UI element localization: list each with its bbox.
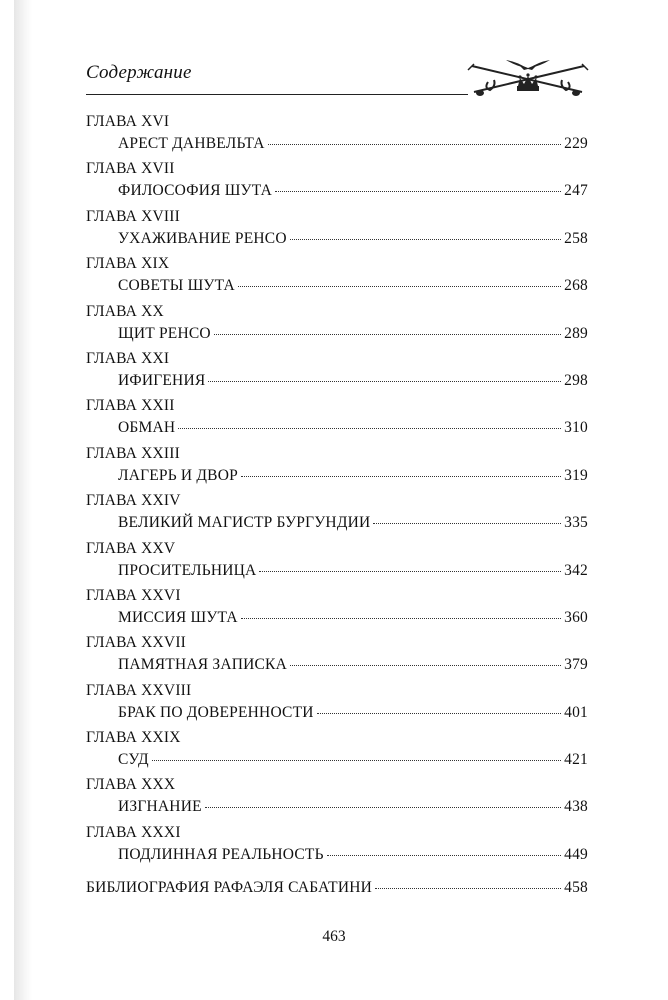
chapter-label: ГЛАВА XXIV <box>86 492 181 510</box>
dot-leader <box>317 713 562 714</box>
toc-chapter[interactable] <box>86 775 588 822</box>
toc-chapter[interactable] <box>86 112 588 159</box>
toc-chapter[interactable] <box>86 254 588 301</box>
dot-leader <box>208 381 561 382</box>
chapter-title: ПОДЛИННАЯ РЕАЛЬНОСТЬ <box>118 845 324 863</box>
chapter-title: ПАМЯТНАЯ ЗАПИСКА <box>118 656 287 674</box>
toc-chapter[interactable] <box>86 349 588 396</box>
chapter-label: ГЛАВА XXII <box>86 397 175 415</box>
dot-leader <box>327 855 561 856</box>
crossed-swords-crown-eagle-icon <box>466 56 590 102</box>
toc-entry <box>118 466 588 486</box>
toc-entry <box>118 703 588 723</box>
chapter-title: ПРОСИТЕЛЬНИЦА <box>118 561 257 579</box>
toc-entry <box>118 276 588 296</box>
bibliography-title: БИБЛИОГРАФИЯ РАФАЭЛЯ САБАТИНИ <box>86 879 373 896</box>
chapter-page: 335 <box>564 514 588 532</box>
chapter-label: ГЛАВА XXVIII <box>86 681 192 699</box>
dot-leader <box>275 191 561 192</box>
table-of-contents <box>86 112 588 870</box>
toc-chapter[interactable] <box>86 633 588 680</box>
dot-leader <box>241 618 561 619</box>
chapter-page: 421 <box>564 751 588 769</box>
chapter-page: 268 <box>564 277 588 295</box>
running-header <box>86 56 590 104</box>
toc-entry <box>118 324 588 344</box>
chapter-label: ГЛАВА XVI <box>86 113 170 130</box>
dot-leader <box>373 523 561 524</box>
bibliography-entry[interactable] <box>86 878 588 898</box>
chapter-title: МИССИЯ ШУТА <box>118 608 238 626</box>
chapter-label: ГЛАВА XXX <box>86 776 176 794</box>
chapter-page: 258 <box>564 229 588 247</box>
page-spine-shadow <box>14 0 32 1000</box>
toc-chapter[interactable] <box>86 539 588 586</box>
toc-entry <box>118 513 588 533</box>
dot-leader <box>152 760 561 761</box>
chapter-page: 449 <box>564 845 588 863</box>
chapter-title: УХАЖИВАНИЕ РЕНСО <box>118 229 287 247</box>
toc-entry <box>118 181 588 201</box>
chapter-label: ГЛАВА XXXI <box>86 823 181 841</box>
toc-entry <box>118 750 588 770</box>
chapter-title: ОБМАН <box>118 419 176 437</box>
toc-entry <box>118 845 588 865</box>
dot-leader <box>205 807 561 808</box>
chapter-title: АРЕСТ ДАНВЕЛЬТА <box>118 135 265 152</box>
chapter-title: СОВЕТЫ ШУТА <box>118 277 235 295</box>
chapter-title: ЛАГЕРЬ И ДВОР <box>118 466 238 484</box>
chapter-page: 247 <box>564 182 588 200</box>
chapter-page: 342 <box>564 561 588 579</box>
dot-leader <box>241 476 561 477</box>
toc-chapter[interactable] <box>86 302 588 349</box>
chapter-page: 379 <box>564 656 588 674</box>
chapter-label: ГЛАВА XVII <box>86 160 175 178</box>
chapter-page: 319 <box>564 466 588 484</box>
chapter-page: 229 <box>564 135 588 152</box>
page-number: 463 <box>322 928 346 945</box>
dot-leader <box>178 428 561 429</box>
toc-entry <box>118 655 588 675</box>
chapter-page: 438 <box>564 798 588 816</box>
toc-entry <box>118 371 588 391</box>
dot-leader <box>290 665 561 666</box>
chapter-title: ФИЛОСОФИЯ ШУТА <box>118 182 273 200</box>
chapter-title: ИФИГЕНИЯ <box>118 371 206 389</box>
toc-entry <box>118 797 588 817</box>
chapter-page: 298 <box>564 371 588 389</box>
toc-chapter[interactable] <box>86 159 588 206</box>
chapter-label: ГЛАВА XXVII <box>86 634 187 652</box>
chapter-label: ГЛАВА XXIX <box>86 729 181 747</box>
header-rule <box>86 94 468 95</box>
toc-chapter[interactable] <box>86 728 588 775</box>
dot-leader <box>259 571 561 572</box>
dot-leader <box>290 239 561 240</box>
toc-chapter[interactable] <box>86 207 588 254</box>
dot-leader <box>214 334 561 335</box>
toc-chapter[interactable] <box>86 491 588 538</box>
chapter-title: ИЗГНАНИЕ <box>118 798 202 816</box>
chapter-label: ГЛАВА XXV <box>86 539 176 557</box>
bibliography-page: 458 <box>564 879 588 896</box>
chapter-label: ГЛАВА XXIII <box>86 444 181 462</box>
toc-entry <box>118 134 588 154</box>
toc-entry <box>118 561 588 581</box>
chapter-label: ГЛАВА XXI <box>86 349 170 367</box>
chapter-label: ГЛАВА XVIII <box>86 207 181 225</box>
toc-entry <box>118 418 588 438</box>
toc-chapter[interactable] <box>86 823 588 870</box>
toc-chapter[interactable] <box>86 681 588 728</box>
chapter-label: ГЛАВА XIX <box>86 255 170 273</box>
chapter-title: ЩИТ РЕНСО <box>118 324 211 342</box>
running-header-title: Содержание <box>86 62 192 83</box>
chapter-page: 310 <box>564 419 588 437</box>
chapter-page: 401 <box>564 703 588 721</box>
chapter-page: 360 <box>564 608 588 626</box>
chapter-label: ГЛАВА XX <box>86 302 164 320</box>
toc-entry <box>118 608 588 628</box>
dot-leader <box>268 144 561 145</box>
dot-leader <box>375 888 561 889</box>
dot-leader <box>238 286 561 287</box>
chapter-label: ГЛАВА XXVI <box>86 586 181 604</box>
toc-chapter[interactable] <box>86 444 588 491</box>
chapter-page: 289 <box>564 324 588 342</box>
chapter-title: БРАК ПО ДОВЕРЕННОСТИ <box>118 703 314 721</box>
chapter-title: ВЕЛИКИЙ МАГИСТР БУРГУНДИИ <box>118 514 371 532</box>
toc-entry <box>118 229 588 249</box>
chapter-title: СУД <box>118 751 149 769</box>
toc-chapter[interactable] <box>86 586 588 633</box>
toc-chapter[interactable] <box>86 396 588 443</box>
